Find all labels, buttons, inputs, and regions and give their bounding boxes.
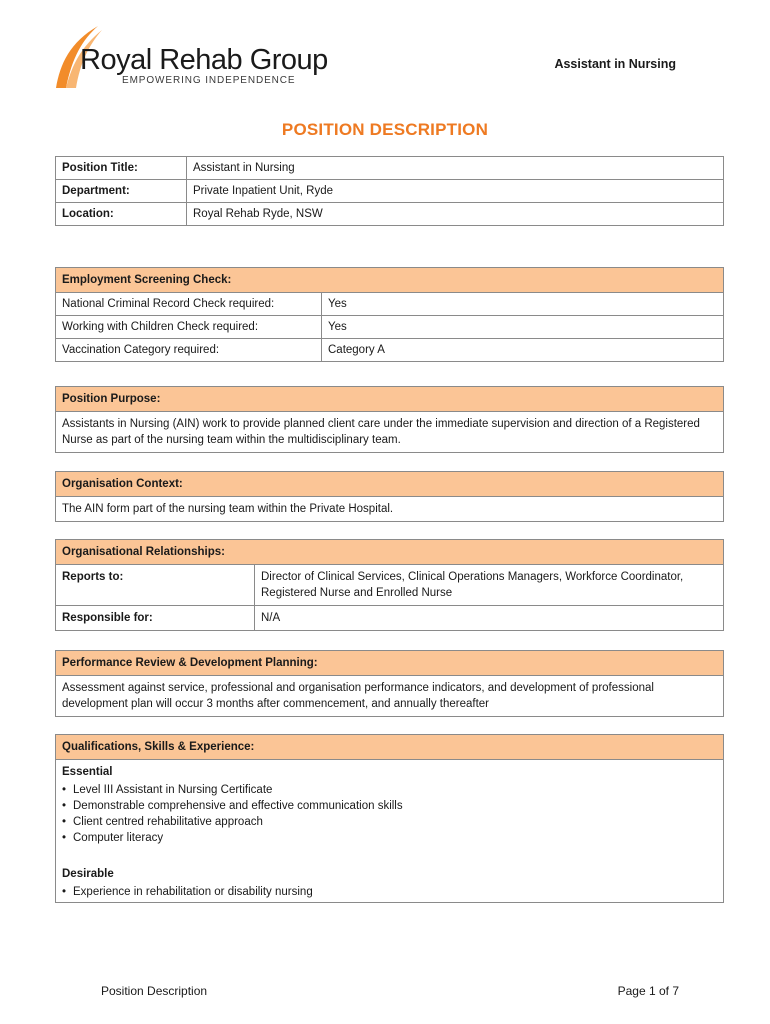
- location-label: Location:: [56, 203, 187, 226]
- purpose-heading: Position Purpose:: [56, 387, 724, 412]
- screening-value: Yes: [322, 316, 724, 339]
- list-item: • Experience in rehabilitation or disability nursing: [62, 884, 717, 900]
- footer-document-name: Position Description: [101, 984, 208, 998]
- purpose-table: [55, 386, 724, 453]
- position-title-value: Assistant in Nursing: [187, 157, 724, 180]
- screening-label: National Criminal Record Check required:: [56, 293, 322, 316]
- reports-to-value: Director of Clinical Services, Clinical Operations Managers, Workforce Coordinator, Registered Nurse and Enrolled Nurse: [255, 565, 724, 606]
- department-value: Private Inpatient Unit, Ryde: [187, 180, 724, 203]
- table-row: [56, 565, 724, 606]
- screening-label: Working with Children Check required:: [56, 316, 322, 339]
- table-row: [56, 180, 724, 203]
- essential-label: Essential: [62, 766, 113, 778]
- qualifications-table: [55, 734, 724, 903]
- list-item: • Demonstrable comprehensive and effective communication skills: [62, 798, 717, 814]
- essential-list: [62, 782, 717, 846]
- responsible-for-value: N/A: [255, 606, 724, 631]
- list-item: • Computer literacy: [62, 830, 717, 846]
- desirable-list: [62, 884, 717, 900]
- relationships-heading: Organisational Relationships:: [56, 540, 724, 565]
- relationships-table: [55, 539, 724, 631]
- table-row: [56, 293, 724, 316]
- performance-text: Assessment against service, professional and organisation performance indicators, and development of professional development plan will occur 3 months after commencement, and annually thereafter: [56, 676, 724, 717]
- table-row: [56, 203, 724, 226]
- table-row: [56, 606, 724, 631]
- location-value: Royal Rehab Ryde, NSW: [187, 203, 724, 226]
- screening-label: Vaccination Category required:: [56, 339, 322, 362]
- screening-heading: Employment Screening Check:: [56, 268, 724, 293]
- screening-value: Category A: [322, 339, 724, 362]
- header-position-title: Assistant in Nursing: [554, 57, 676, 71]
- department-label: Department:: [56, 180, 187, 203]
- table-row: [56, 157, 724, 180]
- qualifications-heading: Qualifications, Skills & Experience:: [56, 735, 724, 760]
- footer-page-number: Page 1 of 7: [617, 984, 679, 998]
- responsible-for-label: Responsible for:: [56, 606, 255, 631]
- list-item: • Level III Assistant in Nursing Certificate: [62, 782, 717, 798]
- logo-name: Royal Rehab Group: [80, 44, 328, 76]
- position-title-label: Position Title:: [56, 157, 187, 180]
- table-row: [56, 316, 724, 339]
- performance-heading: Performance Review & Development Planning:: [56, 651, 724, 676]
- qualifications-body: [56, 760, 724, 903]
- context-text: The AIN form part of the nursing team within the Private Hospital.: [56, 497, 724, 522]
- context-table: [55, 471, 724, 522]
- logo-tagline: EMPOWERING INDEPENDENCE: [122, 75, 296, 86]
- reports-to-label: Reports to:: [56, 565, 255, 606]
- position-table: [55, 156, 724, 226]
- desirable-label: Desirable: [62, 868, 114, 880]
- document-title: POSITION DESCRIPTION: [281, 120, 489, 139]
- table-row: [56, 339, 724, 362]
- company-logo: [52, 24, 342, 90]
- list-item: • Client centred rehabilitative approach: [62, 814, 717, 830]
- performance-table: [55, 650, 724, 717]
- screening-table: [55, 267, 724, 362]
- screening-value: Yes: [322, 293, 724, 316]
- purpose-text: Assistants in Nursing (AIN) work to provide planned client care under the immediate supervision and direction of a Registered Nurse as part of the nursing team within the multidisciplinary team.: [56, 412, 724, 453]
- context-heading: Organisation Context:: [56, 472, 724, 497]
